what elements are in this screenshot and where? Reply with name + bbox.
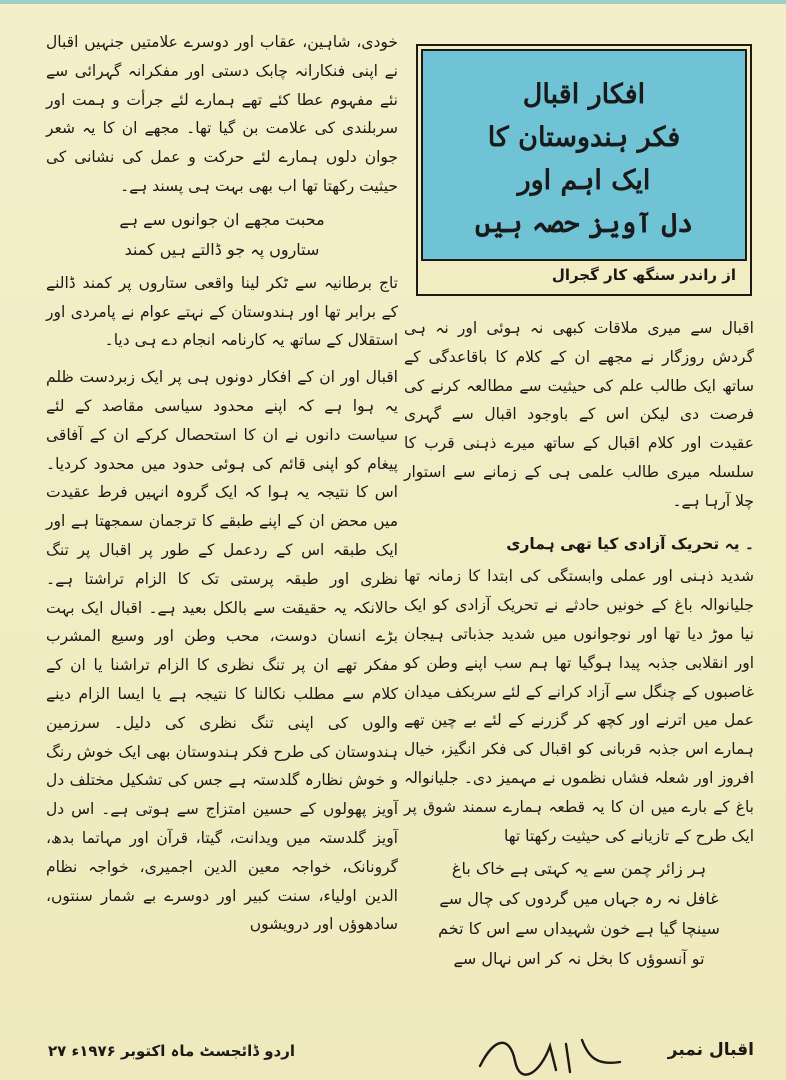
signature-mark <box>470 1026 630 1078</box>
title-line-4: دل آویز حصہ ہیں <box>474 208 694 239</box>
right-verse-line-2: غافل نہ رہ جہاں میں گردوں کی چال سے <box>439 889 719 909</box>
right-verse-line-1: ہر زائر چمن سے یہ کہتی ہے خاک باغ <box>451 859 707 879</box>
title-box <box>416 44 752 296</box>
left-column <box>46 28 398 939</box>
left-verse-line-1: محبت مجھے ان جوانوں سے ہے <box>119 209 325 229</box>
title-line-3: ایک اہم اور <box>517 165 651 196</box>
title-panel <box>421 49 747 261</box>
right-paragraph-2: شدید ذہنی اور عملی وابستگی کی ابتدا کا زمانہ تھا جلیانوالہ باغ کے خونیں حادثے نے تحریک آزادی کو ایک نیا موڑ دیا تھا اور نوجوانوں میں شدید جذباتی ہیجان اور انقلابی جذبہ پیدا ہوگیا تھا ہم سب اپنے وطن کو غاصبوں کے چنگل سے آزاد کرانے کے لئے سربکف میدان عمل میں اترنے اور کچھ کر گزرنے کے لئے بے چین تھے ہمارے اس جذبہ قربانی کو اقبال کی فکر انگیز، خیال افروز اور شعلہ فشاں نظموں نے مہمیز دی۔ جلیانوالہ باغ کے بارے میں ان کا یہ قطعہ ہمارے سمند شوق پر ایک طرح کے تازیانے کی حیثیت رکھتا تھا <box>404 567 754 845</box>
left-verse <box>46 205 398 265</box>
left-verse-line-2: ستاروں پہ جو ڈالتے ہیں کمند <box>124 239 320 259</box>
footer-section-name: اقبال نمبر <box>667 1040 754 1060</box>
right-subheading: ۔ یہ تحریک آزادی کیا تھی ہماری <box>506 534 754 553</box>
right-column <box>404 314 754 978</box>
title-line-1: افکار اقبال <box>522 79 646 110</box>
right-paragraph-1: اقبال سے میری ملاقات کبھی نہ ہوئی اور نہ ہی گردش روزگار نے مجھے ان کے کلام کا باقاعدگی کے ساتھ ایک طالب علم کی حیثیت سے مطالعہ کرنے کی فرصت دی لیکن اس کے باوجود اقبال سے گہری عقیدت اور کلام اقبال کے ساتھ میرے ذہنی قرب کا سلسلہ میری طالب علمی ہی کے زمانے سے استوار چلا آرہا ہے۔ <box>404 319 754 510</box>
right-verse-line-4: تو آنسوؤں کا بخل نہ کر اس نہال سے <box>453 949 705 969</box>
page-top-edge <box>0 0 786 4</box>
author-byline: از راندر سنگھ کار گجرال <box>551 266 736 284</box>
left-paragraph-2: تاج برطانیہ سے ٹکر لینا واقعی ستاروں پر کمند ڈالنے کے برابر تھا اور ہندوستان کے نہتے عوام نے پامردی اور استقلال کے ساتھ یہ کارنامہ انجام دے ہی دیا۔ <box>46 273 398 350</box>
title-line-2: فکر ہندوستان کا <box>487 122 681 153</box>
left-paragraph-3: اقبال اور ان کے افکار دونوں ہی پر ایک زبردست ظلم یہ ہوا ہے کہ اپنے محدود سیاسی مقاصد کے لئے سیاست دانوں نے ان کا استحصال کرکے ان کے آفاقی پیغام کو اپنی قائم کی ہوئی حدود میں محدود کردیا۔ اس کا نتیجہ یہ ہوا کہ ایک گروہ انہیں فرط عقیدت میں محض ان کے اپنے طبقے کا ترجمان سمجھتا ہے اور ایک طبقہ اس کے ردعمل کے طور پر اقبال پر تنگ نظری اور طبقہ پرستی تک کا الزام تراشتا ہے۔ حالانکہ یہ حقیقت سے بالکل بعید ہے۔ اقبال ایک بہت بڑے انسان دوست، محب وطن اور وسیع المشرب مفکر تھے ان پر تنگ نظری کا الزام تراشنا یا ان کے کلام سے مطلب نکالنا کا نتیجہ ہے یا ایسا الزام دینے والوں کی اپنی تنگ نظری کی دلیل۔ سرزمین ہندوستان کی طرح فکر ہندوستان بھی ایک خوش رنگ و خوش نظارہ گلدستہ ہے جس کی تشکیل مختلف دل آویز پھولوں کے حسین امتزاج سے ہوتی ہے۔ اس دل آویز گلدستہ میں ویدانت، گیتا، قرآن اور مہاتما بدھ، گرونانک، خواجہ معین الدین اجمیری، خواجہ نظام الدین اولیاء، سنت کبیر اور دوسرے بے شمار سنتوں، سادھوؤں اور درویشوں <box>46 368 398 934</box>
left-paragraph-1: خودی، شاہین، عقاب اور دوسرے علامتیں جنہیں اقبال نے اپنی فنکارانہ چابک دستی اور مفکرانہ گہرائی سے نئے مفہوم عطا کئے تھے ہمارے لئے جرأت و ہمت اور سربلندی کی علامت بن گیا تھا۔ مجھے ان کا یہ شعر جوان دلوں ہمارے لئے حرکت و عمل کی نشانی کی حیثیت رکھتا تھا اب بھی بہت ہی پسند ہے۔ <box>46 33 398 195</box>
footer-issue-info: اردو ڈائجسٹ ماہ اکتوبر ۱۹۷۶ء ۲۷ <box>48 1042 295 1060</box>
right-verse-line-3: سینچا گیا ہے خون شہیداں سے اس کا تخم <box>438 919 720 939</box>
right-verse <box>404 854 754 974</box>
